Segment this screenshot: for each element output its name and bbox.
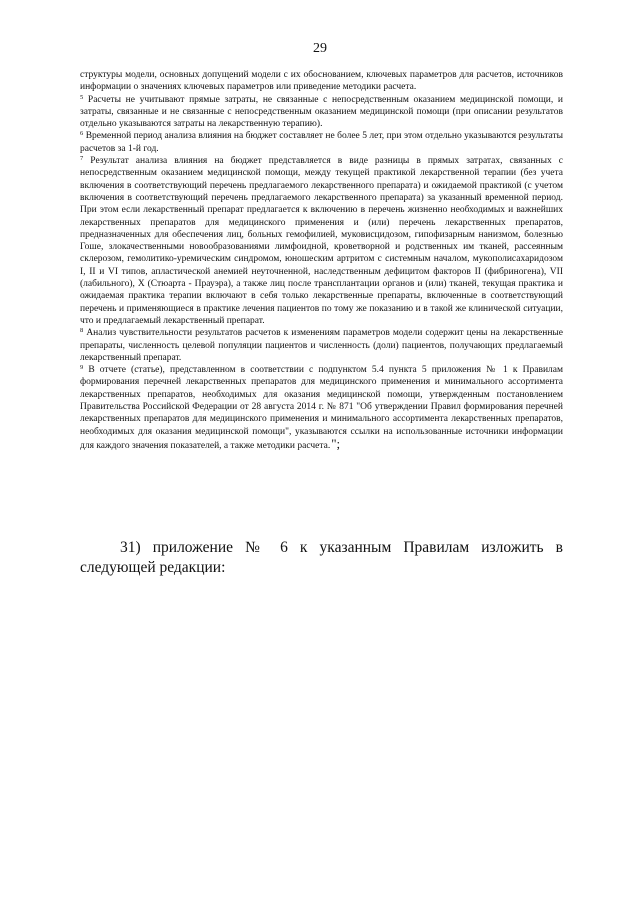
footnote-text: Временной период анализа влияния на бюджет составляет не более 5 лет, при этом отдельно указываются результаты расчетов за 1-й год. (80, 131, 563, 154)
footnote-text: Расчеты не учитывают прямые затраты, не связанные с непосредственным оказанием медицинской помощи, и затраты, связанные и не связанные с непосредственным оказанием медицинской помощи (при описании результатов отдельно указываются затраты на лекарственную терапию). (80, 94, 563, 130)
footnote-text: В отчете (статье), представленном в соответствии с подпунктом 5.4 пункта 5 приложения № 1 к Правилам формирования перечней лекарственных препаратов для медицинского применения и минимального ассортимента лекарственных препаратов, необходимых для оказания медицинской помощи, утвержденным постановлением Правительства Российской Федерации от 28 августа 2014 г. № 871 "Об утверждении Правил формирования перечней лекарственных препаратов для медицинского применения и минимального ассортимента лекарственных препаратов, необходимых для оказания медицинской помощи", указываются ссылки на использованные источники информации для каждого значения показателей, а также методики расчета. (80, 365, 564, 451)
footnote-marker: 9 (80, 364, 84, 372)
amendment-item-31 (80, 538, 563, 578)
closing-quote: "; (331, 435, 341, 451)
footnote-marker: 8 (80, 327, 84, 335)
page-number: 29 (313, 41, 327, 56)
footnote-8 (80, 327, 563, 364)
footnote-marker: 6 (80, 130, 84, 138)
footnote-text: Анализ чувствительности результатов расчетов к изменениям параметров модели содержит цены на лекарственные препараты, численность целевой популяции пациентов и численность (доли) пациентов, получающих предлагаемый лекарственный препарат. (80, 328, 564, 363)
footnote-marker: 5 (80, 93, 84, 101)
footnotes-section (80, 69, 563, 452)
footnote-marker: 7 (80, 155, 84, 163)
footnote-text: Результат анализа влияния на бюджет представляется в виде разницы в прямых затратах, связанных с непосредственным оказанием медицинской помощи, между текущей практикой лекарственной терапии (без учета включения в соответствующий перечень предлагаемого лекарственного препарата) и ожидаемой практикой (с учетом включения в соответствующий перечень предлагаемого лекарственного препарата) за указанный временной период. При этом если лекарственный препарат предлагается к включению в перечень жизненно необходимых и важнейших лекарственных препаратов для медицинского применения и (или) перечень лекарственных препаратов, предназначенных для обеспечения лиц, больных гемофилией, муковисцидозом, гипофизарным нанизмом, болезнью Гоше, злокачественными новообразованиями лимфоидной, кроветворной и родственных им тканей, рассеянным склерозом, гемолитико-уремическим синдромом, юношеским артритом с системным началом, мукополисахаридозом I, II и VI типов, апластической анемией неуточненной, наследственным дефицитом факторов II (фибриногена), VII (лабильного), X (Стюарта - Прауэра), а также лиц после трансплантации органов и (или) тканей, текущая практика и ожидаемая практика терапии включают в себя только лекарственные препараты, включенные в соответствующий перечень и применяющиеся в практике лечения пациентов по тому же показанию и в такой же клинической ситуации, что и предлагаемый лекарственный препарат. (80, 156, 564, 326)
footnote-continuation (80, 69, 563, 94)
amendment-text: 31) приложение № 6 к указанным Правилам изложить в следующей редакции: (80, 539, 563, 576)
footnote-6 (80, 130, 563, 155)
footnote-5 (80, 94, 563, 131)
footnote-9 (80, 364, 563, 452)
footnote-text: структуры модели, основных допущений модели с их обоснованием, ключевых параметров для расчетов, источников информации о значениях ключевых параметров или приведение методики расчета. (80, 70, 563, 93)
footnote-7 (80, 155, 563, 327)
